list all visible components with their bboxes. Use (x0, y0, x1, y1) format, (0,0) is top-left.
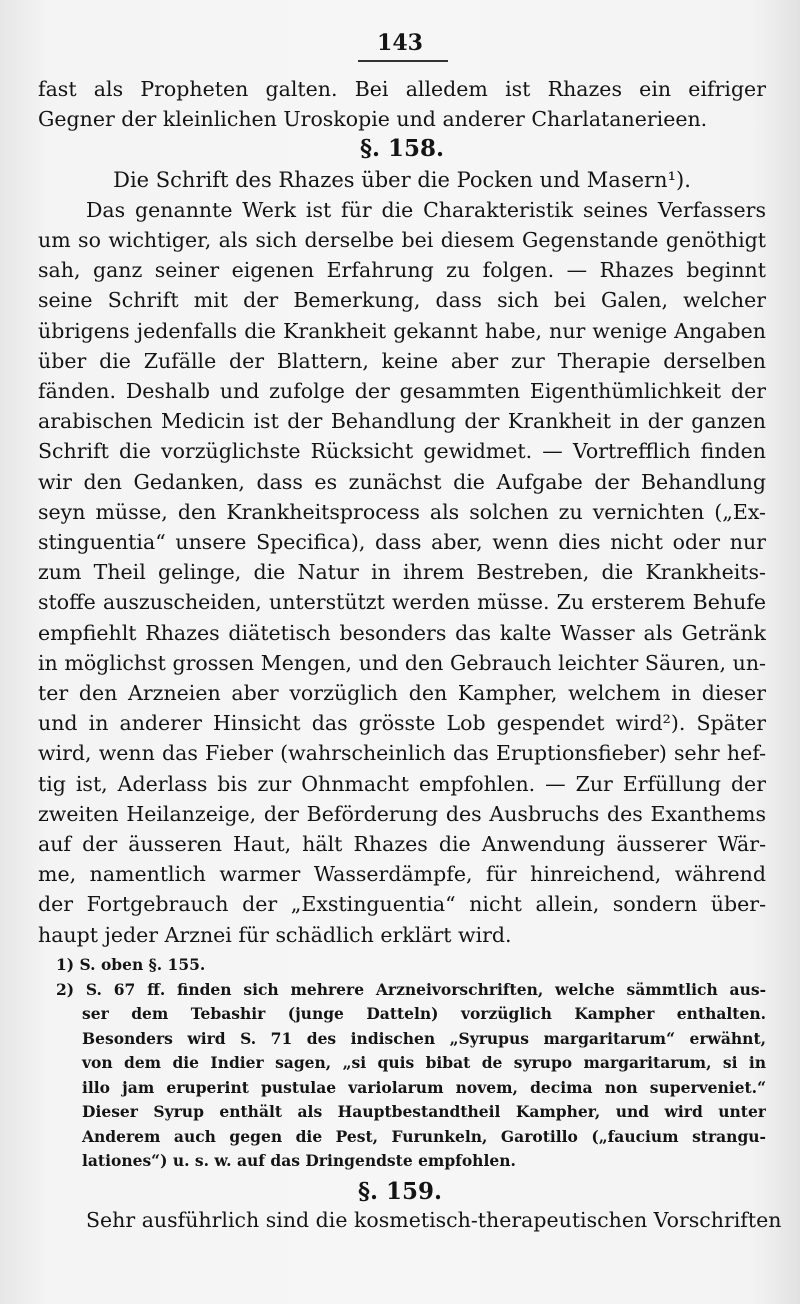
main-text (38, 74, 766, 950)
page-number: 143 (377, 30, 423, 56)
text-line: Gegner der kleinlichen Uroskopie und anderer Charlatanerieen. (38, 107, 708, 132)
paragraph-line: wir den Gedanken, dass es zunächst die Aufgabe der Behandlung (38, 469, 766, 494)
footnote-2-line: Dieser Syrup enthält als Hauptbestandtheil Kampher, und wird unter (82, 1102, 766, 1121)
paragraph-line: über die Zufälle der Blattern, keine aber zur Therapie derselben (38, 348, 766, 373)
paragraph-line: der Fortgebrauch der „Exstinguentia“ nicht allein, sondern über- (38, 892, 766, 917)
paragraph-line: haupt jeder Arznei für schädlich erklärt wird. (38, 922, 512, 947)
paragraph-line: fänden. Deshalb und zufolge der gesammten Eigenthümlichkeit der (38, 379, 766, 404)
paragraph-line: ter den Arzneien aber vorzüglich den Kampher, welchem in dieser (38, 681, 766, 706)
footnote-2-line: 2) S. 67 ff. finden sich mehrere Arzneivorschriften, welche sämmtlich aus- (56, 979, 766, 999)
section-heading-158: §. 158. (359, 135, 445, 163)
paragraph-line: Sehr ausführlich sind die kosmetisch-therapeutischen Vorschriften (86, 1208, 782, 1232)
footnotes (38, 953, 766, 1174)
paragraph-line: zum Theil gelinge, die Natur in ihrem Bestreben, die Krankheits- (38, 560, 766, 585)
paragraph-line: zweiten Heilanzeige, der Beförderung des Ausbruchs des Exanthems (38, 801, 766, 826)
paragraph-line: und in anderer Hinsicht das grösste Lob gespendet wird²). Später (38, 711, 766, 736)
footnote-2-line: lationes“) u. s. w. auf das Dringendste empfohlen. (82, 1151, 516, 1170)
paragraph-line: tig ist, Aderlass bis zur Ohnmacht empfohlen. — Zur Erfüllung der (38, 771, 766, 796)
paragraph-line: seine Schrift mit der Bemerkung, dass sich bei Galen, welcher (38, 288, 766, 313)
text-line: fast als Propheten galten. Bei alledem ist Rhazes ein eifriger (38, 77, 766, 101)
paragraph-line: übrigens jedenfalls die Krankheit gekannt habe, nur wenige Angaben (38, 318, 766, 343)
paragraph-line: auf der äusseren Haut, hält Rhazes die Anwendung äusserer Wär- (38, 832, 766, 857)
paragraph-line: stinguentia“ unsere Specifica), dass aber, wenn dies nicht oder nur (38, 530, 766, 555)
paragraph-line: seyn müsse, den Krankheitsprocess als solchen zu vernichten („Ex- (38, 499, 766, 524)
paragraph-line: um so wichtiger, als sich derselbe bei diesem Gegenstande genöthigt (38, 228, 766, 253)
footnote-2-line: Anderem auch gegen die Pest, Furunkeln, Garotillo („faucium strangu- (82, 1126, 766, 1146)
paragraph-line: Schrift die vorzüglichste Rücksicht gewidmet. — Vortrefflich finden (38, 439, 766, 464)
paragraph-line: in möglichst grossen Mengen, und den Gebrauch leichter Säuren, un- (38, 650, 766, 675)
footnote-2-line: Besonders wird S. 71 des indischen „Syrupus margaritarum“ erwähnt, (82, 1028, 766, 1048)
paragraph-line: stoffe auszuscheiden, unterstützt werden müsse. Zu ersterem Behufe (38, 590, 766, 615)
section-title-158: Die Schrift des Rhazes über die Pocken und Masern¹). (113, 167, 691, 192)
paragraph-line: Das genannte Werk ist für die Charakteristik seines Verfassers (86, 197, 766, 222)
page-number-rule (358, 60, 448, 62)
paragraph-line: arabischen Medicin ist der Behandlung der Krankheit in der ganzen (38, 409, 766, 434)
footnote-2-line: illo jam eruperint pustulae variolarum novem, decima non superveniet.“ (82, 1077, 766, 1097)
paragraph-line: wird, wenn das Fieber (wahrscheinlich das Eruptionsfieber) sehr hef- (38, 741, 766, 766)
footnote-2-line: von dem die Indier sagen, „si quis bibat de syrupo margaritarum, si in (82, 1053, 766, 1072)
paragraph-line: sah, ganz seiner eigenen Erfahrung zu folgen. — Rhazes beginnt (38, 258, 766, 283)
footnote-1: 1) S. oben §. 155. (56, 955, 206, 974)
paragraph-line: me, namentlich warmer Wasserdämpfe, für hinreichend, während (38, 862, 766, 887)
footnote-2-line: ser dem Tebashir (junge Datteln) vorzüglich Kampher enthalten. (82, 1004, 766, 1023)
paragraph-line: empfiehlt Rhazes diätetisch besonders das kalte Wasser als Getränk (38, 620, 766, 645)
section-heading-159: §. 159. (357, 1178, 443, 1205)
